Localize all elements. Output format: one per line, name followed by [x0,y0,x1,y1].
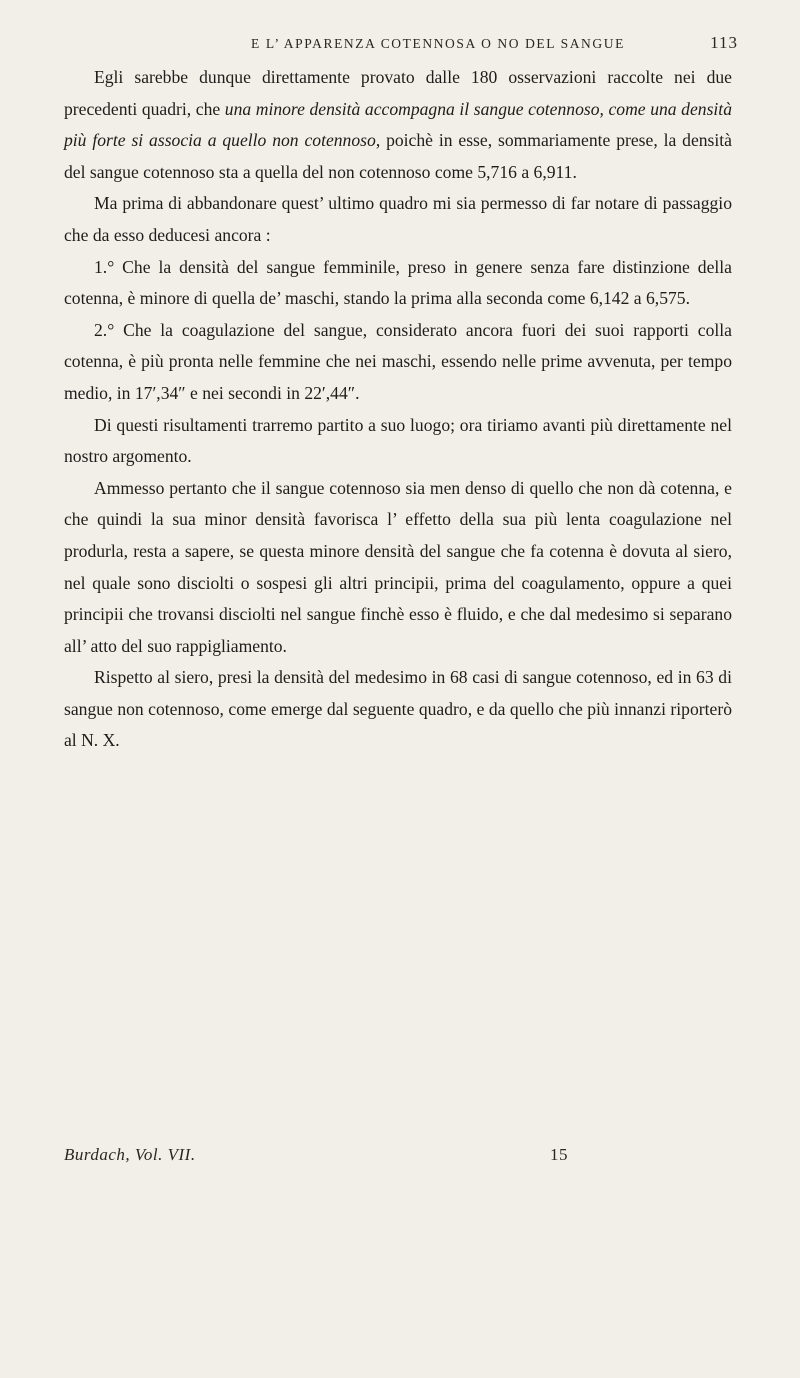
paragraph-1-after: , poichè in esse, sommariamente prese, la densità del sangue cotennoso sta a quella del non cotennoso come 5,716 a 6,911. [64,130,732,182]
signature-number: 15 [550,1145,568,1164]
paragraph-7: Rispetto al siero, presi la densità del medesimo in 68 casi di sangue cotennoso, ed in 63 di sangue non cotennoso, come emerge dal seguente quadro, e da quello che più innanzi riporterò al N. X. [64,667,732,751]
paragraph-6: Ammesso pertanto che il sangue cotennoso sia men denso di quello che non dà cotenna, e che quindi la sua minor densità favorisca l’ effetto della sua più lenta coagulazione nel produrla, resta a sapere, se questa minore densità del sangue che fa cotenna è dovuta al siero, nel quale sono disciolti o sospesi gli altri principii, prima del coagulamento, oppure a quei principii che trovansi disciolti nel sangue finchè esso è fluido, e che dal medesimo si separano all’ atto del suo rappigliamento. [64,477,732,656]
paragraph-4: 2.° Che la coagulazione del sangue, considerato ancora fuori dei suoi rapporti colla cotenna, è più pronta nelle femmine che nei maschi, essendo nelle prime avvenuta, per tempo medio, in 17′,34″ e nei secondi in 22′,44″. [64,319,732,403]
paragraph-3: 1.° Che la densità del sangue femminile, preso in genere senza fare distinzione della cotenna, è minore di quella de’ maschi, stando la prima alla seconda come 6,142 a 6,575. [64,256,732,309]
signature-mark: Burdach, Vol. VII. [64,1145,196,1164]
paragraph-5: Di questi risultamenti trarremo partito a suo luogo; ora tiriamo avanti più direttamente nel nostro argomento. [64,414,732,467]
paragraph-2: Ma prima di abbandonare quest’ ultimo quadro mi sia permesso di far notare di passaggio che da esso deducesi ancora : [64,193,732,245]
page-number: 113 [710,33,738,52]
paragraph-1-before: Egli sarebbe dunque direttamente provato dalle 180 osservazioni raccolte nei due precedenti quadri, che [64,67,732,119]
paragraph-1 [64,62,732,188]
running-head: E L’ APPARENZA COTENNOSA O NO DEL SANGUE [251,36,625,51]
body-text [64,62,732,757]
paragraph-1-italic: una minore densità accompagna il sangue cotennoso, come una densità più forte si associa a quello non cotennoso [64,98,732,151]
